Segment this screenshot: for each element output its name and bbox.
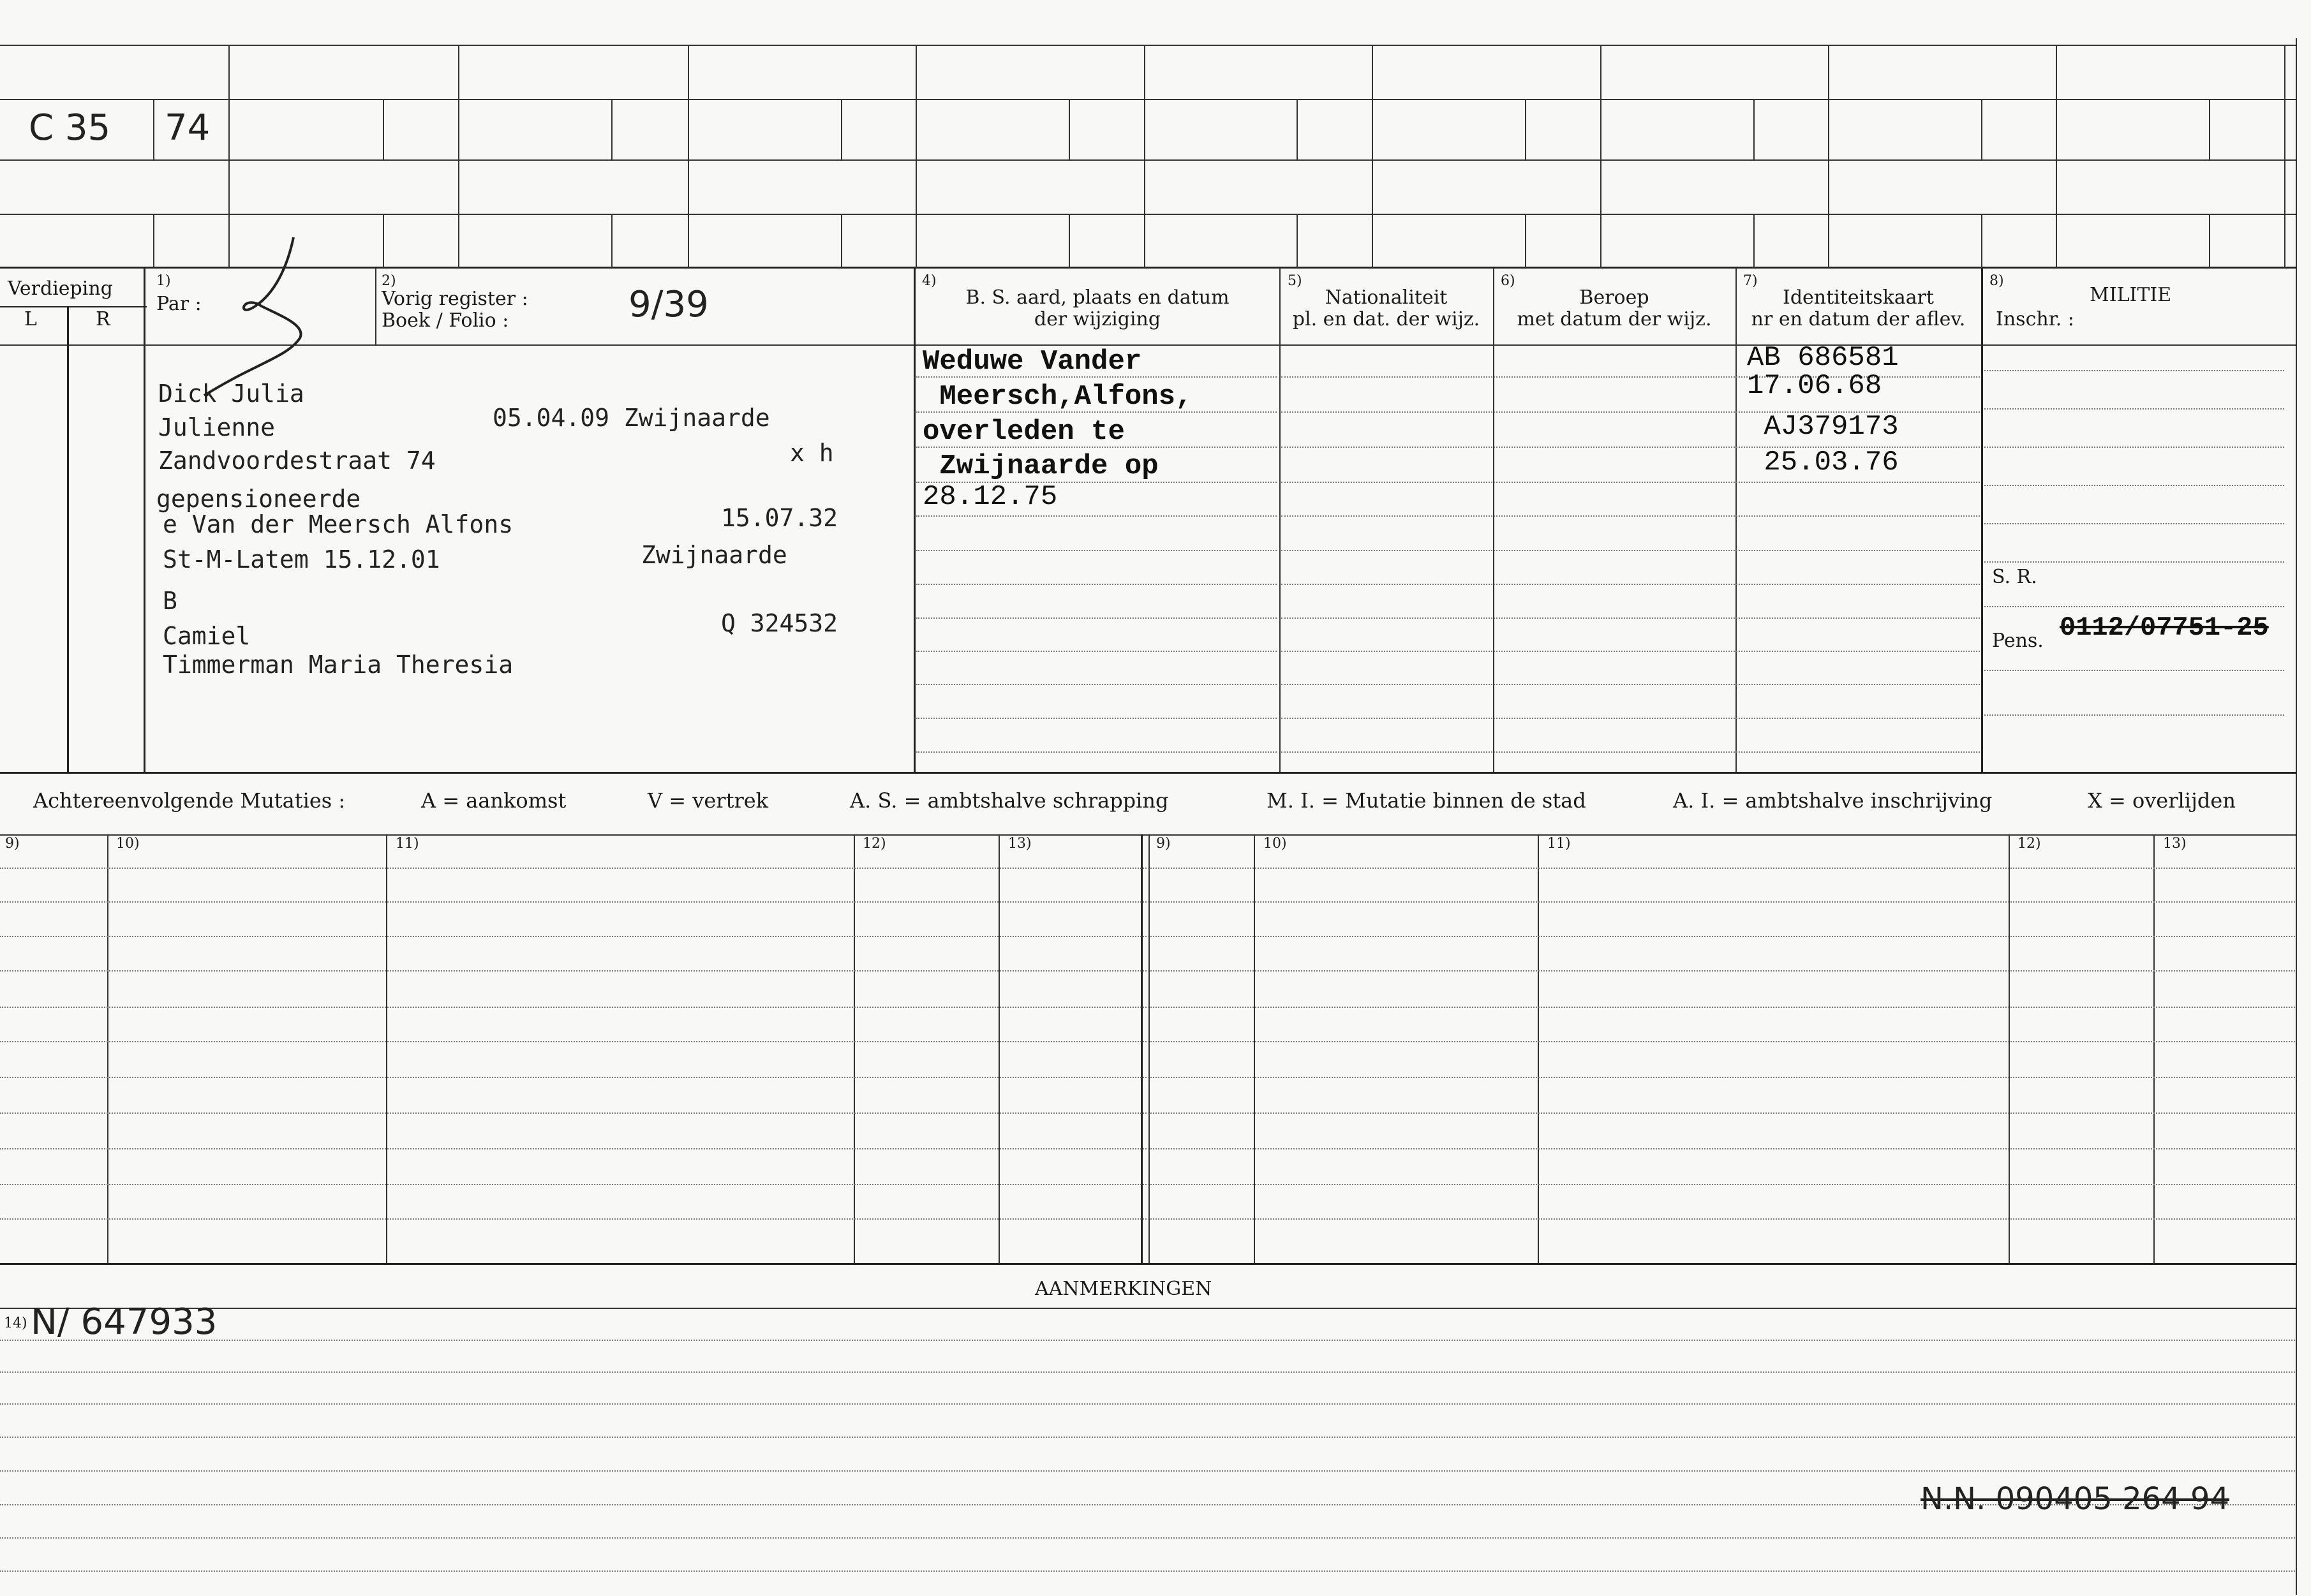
col-num-13a: 13) [1008,836,1032,852]
person-occupation: gepensioneerde [156,485,361,513]
verdieping-r: R [96,308,110,330]
militie-title: MILITIE [2090,284,2172,306]
ident-entry-4: 25.03.76 [1747,447,1899,478]
militie-num: 8) [1989,273,2004,289]
bs-entry-2: Meersch,Alfons, [923,381,1193,413]
person-spouse-birth: St-M-Latem 15.12.01 [163,545,440,573]
person-marriage-date: 15.07.32 [721,504,838,532]
par-num: 1) [156,273,171,289]
bs-entry-5: 28.12.75 [923,481,1058,513]
militie-inschr: Inschr. : [1996,308,2074,330]
militie-pens-label: Pens. [1992,630,2044,652]
bs-entry-4: Zwijnaarde op [923,450,1159,482]
bs-line1: B. S. aard, plaats en datum [965,286,1230,309]
beroep-num: 6) [1501,273,1515,289]
col-num-11a: 11) [396,836,419,852]
militie-pens-value: 0112/07751-25 [2060,612,2269,643]
person-ref-code: Q 324532 [721,609,838,637]
col-num-9a: 9) [5,836,20,852]
nat-line1: Nationaliteit [1325,286,1448,309]
person-mother: Timmerman Maria Theresia [163,651,514,679]
ident-entry-3: AJ379173 [1747,411,1899,443]
person-line1: Dick Julia [158,380,304,408]
mutatie-vertrek: V = vertrek [648,788,769,813]
verdieping-label: Verdieping [8,277,113,300]
col-num-12a: 12) [863,836,886,852]
mutatie-aankomst: A = aankomst [421,788,567,813]
vorig-num: 2) [382,273,396,289]
col-num-11b: 11) [1547,836,1571,852]
mutatie-inschrijving: A. I. = ambtshalve inschrijving [1673,788,1993,813]
vorig-value: 9/39 [628,284,709,325]
register-number: 74 [165,107,211,149]
nat-num: 5) [1288,273,1302,289]
vorig-line1: Vorig register : [382,288,528,310]
person-city: Zwijnaarde [641,541,787,569]
militie-sr: S. R. [1992,566,2037,588]
ident-line2: nr en datum der aflev. [1751,308,1966,330]
ident-entry-1: AB 686581 [1747,342,1899,374]
aanmerkingen-title: AANMERKINGEN [1035,1278,1212,1300]
col-num-10b: 10) [1263,836,1287,852]
vorig-line2: Boek / Folio : [382,309,509,332]
person-first-name: Julienne [158,413,276,441]
ident-num: 7) [1743,273,1758,289]
nat-line2: pl. en dat. der wijz. [1292,308,1480,330]
handwritten-mark [179,230,325,402]
nn-number: N.N. 090405 264 94 [1921,1481,2230,1517]
bs-num: 4) [922,273,937,289]
person-father: Camiel [163,622,251,650]
person-address: Zandvoordestraat 74 [158,447,436,475]
aanmerkingen-num: 14) [4,1315,27,1331]
par-label: Par : [156,293,202,315]
mutatie-overlijden: X = overlijden [2088,788,2236,813]
bs-entry-1: Weduwe Vander [923,346,1142,378]
ident-line1: Identiteitskaart [1783,286,1934,309]
col-num-12b: 12) [2017,836,2041,852]
beroep-line2: met datum der wijz. [1517,308,1712,330]
beroep-line1: Beroep [1579,286,1649,309]
verdieping-l: L [24,308,37,330]
person-letter: B [163,587,177,615]
col-num-9b: 9) [1156,836,1171,852]
mutaties-title: Achtereenvolgende Mutaties : [33,788,346,813]
person-code: x h [790,439,834,467]
aanmerkingen-entry: N/ 647933 [31,1301,218,1343]
col-num-10a: 10) [116,836,140,852]
mutatie-schrapping: A. S. = ambtshalve schrapping [850,788,1169,813]
ident-entry-2: 17.06.68 [1747,370,1882,402]
register-code: C 35 [29,107,111,149]
mutatie-binnen-stad: M. I. = Mutatie binnen de stad [1267,788,1586,813]
bs-line2: der wijziging [1034,308,1161,330]
col-num-13b: 13) [2163,836,2187,852]
person-spouse: e Van der Meersch Alfons [163,510,514,538]
person-birth: 05.04.09 Zwijnaarde [493,404,770,432]
bs-entry-3: overleden te [923,416,1125,448]
